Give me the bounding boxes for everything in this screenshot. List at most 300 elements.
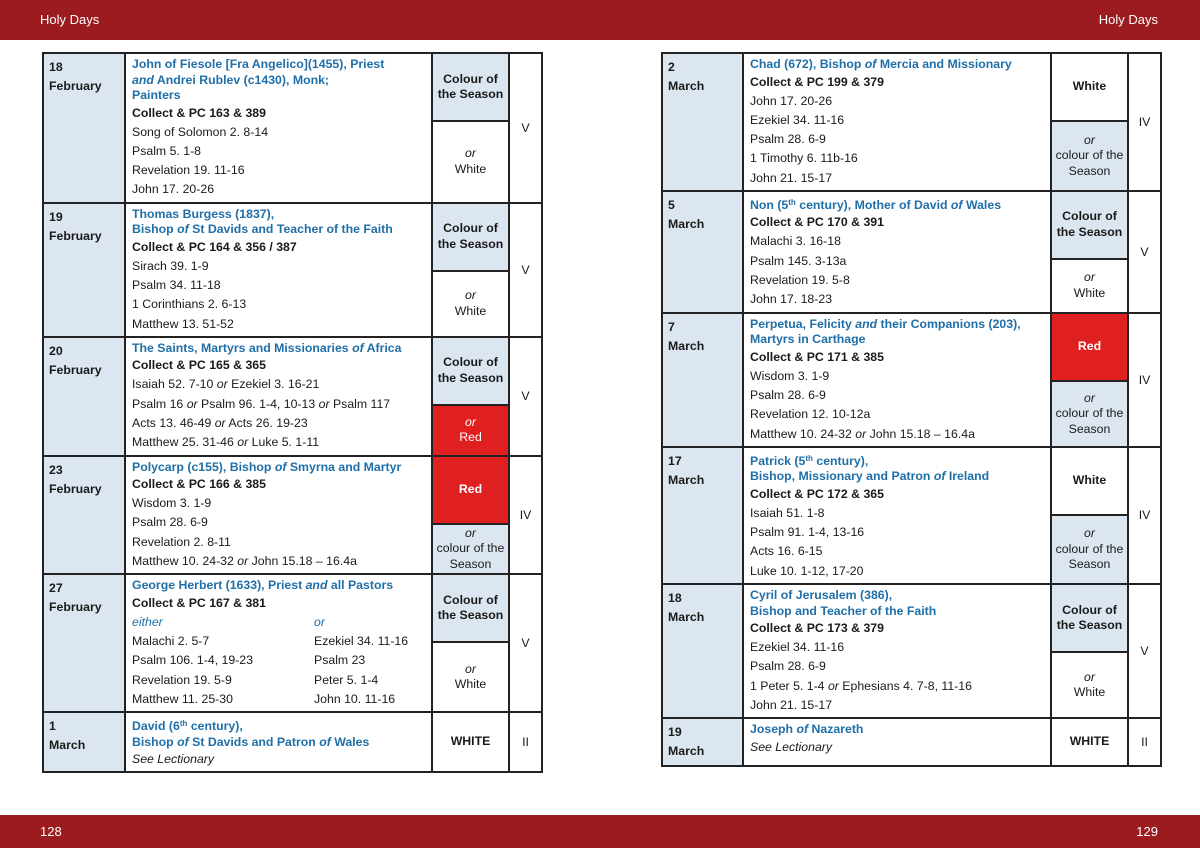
text-segment: Luke 10. 1-12, 17-20 (750, 563, 864, 578)
text-segment: Perpetua, Felicity (750, 316, 856, 331)
text-segment: Acts 26. 19-23 (225, 415, 308, 430)
reading-line (750, 562, 1044, 581)
commemoration-title (750, 469, 1044, 485)
reading-line: Ezekiel 34. 11-16 (314, 634, 409, 649)
commemoration-title (132, 341, 425, 357)
alternative-colour-name: colour of the Season (1055, 541, 1124, 572)
or-label: or (1084, 390, 1095, 405)
alternative-colour (432, 524, 509, 575)
holy-day-row (662, 191, 1161, 259)
primary-colour: Colour of the Season (432, 337, 509, 405)
commemoration-title (750, 57, 1044, 73)
connector-word: of (177, 734, 189, 749)
reading-line (750, 271, 1044, 290)
connector-word: of (796, 722, 809, 737)
connector-word: of (950, 197, 963, 212)
text-segment: Africa (363, 340, 402, 355)
text-segment: Bishop (132, 222, 178, 237)
reading-line (750, 542, 1044, 561)
commemoration-title (132, 735, 425, 751)
reading-line (750, 696, 1044, 715)
text-segment: Isaiah 51. 1-8 (750, 505, 825, 520)
connector-word: or (827, 678, 839, 693)
collect-reference: Collect & PC 171 & 385 (750, 349, 884, 364)
reading-line (750, 405, 1044, 424)
month-name: March (668, 472, 705, 487)
text-segment: Chad (672), Bishop (750, 57, 865, 71)
text-segment: John 15.18 – 16.4a (866, 426, 975, 441)
commemoration-title (132, 57, 425, 73)
text-segment: John of Fiesole [Fra Angelico](1455), Priest (132, 57, 385, 71)
or-label: or (1084, 526, 1095, 541)
readings-cell (125, 574, 432, 712)
reading-line (132, 533, 425, 552)
day-number: 1 (49, 719, 56, 734)
month-name: February (49, 79, 102, 93)
liturgical-colour: WHITE (1051, 718, 1128, 766)
commemoration-title (132, 460, 425, 476)
text-segment: Ephesians 4. 7-8, 11-16 (838, 678, 972, 693)
text-segment: Bishop and Teacher of the Faith (750, 603, 937, 618)
header-bar (0, 0, 1200, 40)
day-number: 19 (49, 209, 63, 224)
reading-line (132, 123, 425, 142)
collect-reference: Collect & PC 167 & 381 (132, 595, 266, 610)
readings-cell (743, 53, 1051, 191)
primary-colour: Colour of the Season (1051, 191, 1128, 259)
text-segment: Painters (132, 88, 181, 102)
text-segment: Wales (330, 734, 370, 749)
date-cell (662, 313, 743, 447)
holy-day-row (662, 53, 1161, 121)
or-label: or (465, 288, 476, 303)
text-segment: Joseph (750, 722, 797, 737)
or-label: or (465, 525, 476, 540)
reading-line: Psalm 106. 1-4, 19-23 (132, 653, 253, 668)
reading-line (750, 92, 1044, 111)
collect-reference: Collect & PC 166 & 385 (132, 477, 266, 492)
readings-cell (125, 712, 432, 772)
connector-word: and (305, 578, 328, 593)
alternative-colour (432, 405, 509, 456)
primary-colour: Colour of the Season (432, 53, 509, 121)
superscript: th (805, 453, 813, 463)
collect-reference: Collect & PC 199 & 379 (750, 74, 884, 89)
date-cell (43, 203, 125, 337)
connector-word: of (352, 340, 364, 355)
holy-day-row (662, 718, 1161, 766)
text-segment: Revelation 19. 11-16 (132, 163, 245, 178)
primary-colour: Colour of the Season (432, 203, 509, 271)
page-number-left: 128 (40, 824, 62, 839)
date-cell (662, 718, 743, 766)
text-segment: Revelation 2. 8-11 (132, 534, 231, 549)
collect-reference: Collect & PC 172 & 365 (750, 486, 884, 501)
readings-cell (743, 313, 1051, 447)
reading-line (750, 169, 1044, 188)
text-segment: St Davids and Patron (188, 734, 320, 749)
text-segment: Psalm 28. 6-9 (750, 659, 826, 674)
readings-cell (743, 718, 1051, 766)
rank-cell: IV (1128, 313, 1161, 447)
day-number: 20 (49, 343, 63, 358)
rank-cell: V (509, 53, 542, 203)
reading-line (132, 395, 425, 414)
reading-line: Psalm 23 (314, 653, 366, 668)
alternative-colour-name: colour of the Season (436, 541, 505, 571)
primary-colour: White (1051, 447, 1128, 515)
text-segment: Bishop (132, 734, 178, 749)
connector-word: and (132, 72, 154, 87)
text-segment: Ireland (945, 469, 990, 484)
connector-word: or (186, 396, 198, 411)
or-label: or (465, 661, 476, 676)
day-number: 18 (668, 591, 682, 606)
reading-line: Peter 5. 1-4 (314, 672, 379, 687)
text-segment: Psalm 96. 1-4, 10-13 (197, 396, 319, 411)
text-segment: 1 Corinthians 2. 6-13 (132, 297, 247, 312)
commemoration-title (750, 722, 1044, 738)
text-segment: Matthew 10. 24-32 (132, 553, 238, 568)
alternative-colour (432, 642, 509, 712)
collect-reference: Collect & PC 173 & 379 (750, 621, 884, 636)
day-number: 5 (668, 197, 675, 212)
reading-line (750, 504, 1044, 523)
reading-line (750, 523, 1044, 542)
text-segment: Psalm 28. 6-9 (132, 515, 208, 530)
primary-colour: Red (1051, 313, 1128, 381)
month-name: March (668, 744, 705, 759)
date-cell (43, 712, 125, 772)
text-segment: John 17. 18-23 (750, 292, 833, 307)
holy-day-row (43, 53, 542, 121)
commemoration-title (750, 451, 1044, 470)
primary-colour: White (1051, 53, 1128, 121)
text-segment: Matthew 13. 51-52 (132, 316, 234, 331)
commemoration-title (132, 73, 425, 89)
page-number-right: 129 (1136, 824, 1158, 839)
text-segment: Ezekiel 34. 11-16 (750, 112, 845, 127)
text-segment: Polycarp (c155), Bishop (132, 459, 275, 474)
reading-line (750, 638, 1044, 657)
reading-line (132, 375, 425, 394)
text-segment: Ezekiel 34. 11-16 (750, 640, 845, 655)
reading-line (132, 494, 425, 513)
primary-colour: Colour of the Season (432, 574, 509, 642)
readings-cell (125, 203, 432, 337)
right-page-table (661, 52, 1160, 767)
left-page-table (42, 52, 541, 773)
month-name: March (49, 738, 86, 753)
superscript: th (788, 197, 796, 207)
text-segment: John 21. 15-17 (750, 170, 833, 185)
rank-cell: V (509, 203, 542, 337)
rank-cell: IV (1128, 53, 1161, 191)
readings-cell (743, 447, 1051, 584)
text-segment: David (6 (132, 719, 180, 734)
reading-line (132, 161, 425, 180)
date-cell (43, 53, 125, 203)
alternative-colour-name: White (454, 161, 487, 176)
text-segment: century), (187, 719, 243, 734)
connector-word: or (237, 435, 249, 450)
reading-line (132, 257, 425, 276)
connector-word: of (177, 222, 189, 237)
alternative-colour (1051, 652, 1128, 718)
reading-line: John 10. 11-16 (314, 691, 396, 706)
day-number: 7 (668, 319, 675, 334)
header-left-title: Holy Days (40, 12, 100, 27)
text-segment: 1 Peter 5. 1-4 (750, 678, 828, 693)
or-label: or (465, 414, 476, 429)
reading-line (750, 252, 1044, 271)
text-segment: Psalm 28. 6-9 (750, 132, 826, 147)
connector-word: of (933, 469, 946, 484)
collect-reference: Collect & PC 163 & 389 (132, 105, 266, 120)
text-segment: John 21. 15-17 (750, 697, 833, 712)
month-name: February (49, 362, 102, 377)
text-segment: Patrick (5 (750, 453, 806, 468)
text-segment: Wales (962, 197, 1002, 212)
connector-word: or (214, 415, 226, 430)
text-segment: Wisdom 3. 1-9 (750, 368, 830, 383)
commemoration-title (132, 578, 425, 594)
text-segment: Psalm 28. 6-9 (750, 387, 826, 402)
text-segment: Thomas Burgess (1837), (132, 206, 275, 221)
reading-line (132, 276, 425, 295)
reading-line (132, 433, 425, 452)
rank-cell: V (509, 574, 542, 712)
text-segment: Ezekiel 3. 16-21 (227, 377, 320, 392)
alternative-colour (1051, 259, 1128, 313)
commemoration-title (750, 604, 1044, 620)
holy-day-row (43, 337, 542, 405)
alternative-colour-name: White (454, 677, 487, 692)
alternative-colour (1051, 381, 1128, 447)
holy-day-row (662, 447, 1161, 515)
reading-line: Malachi 2. 5-7 (132, 634, 210, 649)
reading-line (750, 130, 1044, 149)
month-name: March (668, 216, 705, 231)
rank-cell: V (1128, 584, 1161, 718)
text-segment: John 17. 20-26 (750, 93, 833, 108)
text-segment: Malachi 3. 16-18 (750, 234, 841, 249)
day-number: 27 (49, 581, 63, 596)
alternative-colour-name: White (454, 303, 487, 318)
liturgical-colour: WHITE (432, 712, 509, 772)
holy-day-row (662, 313, 1161, 381)
rank-cell: V (1128, 191, 1161, 313)
primary-colour: Red (432, 456, 509, 524)
text-segment: Psalm 117 (329, 396, 391, 411)
text-segment: Psalm 5. 1-8 (132, 143, 202, 158)
text-segment: Wisdom 3. 1-9 (132, 496, 212, 511)
reading-line: Matthew 11. 25-30 (132, 691, 233, 706)
reading-line (750, 111, 1044, 130)
reading-line (132, 295, 425, 314)
month-name: February (49, 600, 102, 615)
alternative-colour-name: colour of the Season (1055, 148, 1124, 178)
day-number: 2 (668, 60, 675, 74)
month-name: March (668, 338, 705, 353)
date-cell (43, 456, 125, 575)
commemoration-title (750, 588, 1044, 604)
text-segment: Acts 16. 6-15 (750, 544, 823, 559)
day-number: 23 (49, 462, 63, 477)
month-name: February (49, 228, 102, 243)
holy-day-row (43, 203, 542, 271)
text-segment: Luke 5. 1-11 (248, 435, 320, 450)
text-segment: Matthew 25. 31-46 (132, 435, 238, 450)
reading-line (750, 386, 1044, 405)
reading-line (750, 425, 1044, 444)
month-name: February (49, 481, 102, 496)
text-segment: Mercia and Missionary (876, 57, 1012, 71)
text-segment: Song of Solomon 2. 8-14 (132, 124, 269, 139)
collect-reference: Collect & PC 164 & 356 / 387 (132, 239, 297, 254)
rank-cell: II (1128, 718, 1161, 766)
text-segment: Bishop, Missionary and Patron (750, 469, 934, 484)
or-label: or (1084, 270, 1095, 285)
date-cell (662, 447, 743, 584)
text-segment: The Saints, Martyrs and Missionaries (132, 340, 353, 355)
collect-reference: Collect & PC 170 & 391 (750, 215, 884, 230)
alternative-colour-name: White (1073, 285, 1106, 300)
reading-line (750, 677, 1044, 696)
text-segment: Psalm 16 (132, 396, 187, 411)
holy-day-row (43, 456, 542, 524)
rank-cell: IV (1128, 447, 1161, 584)
reading-line (132, 513, 425, 532)
connector-word: or (318, 396, 330, 411)
reading-line (750, 149, 1044, 168)
or-label: or (1084, 132, 1095, 147)
rank-cell: IV (509, 456, 542, 575)
text-segment: St Davids and Teacher of the Faith (188, 222, 393, 237)
alternative-readings (132, 613, 425, 709)
commemoration-title (750, 317, 1044, 333)
collect-reference: Collect & PC 165 & 365 (132, 358, 266, 373)
readings-cell (743, 191, 1051, 313)
date-cell (662, 53, 743, 191)
reading-line (750, 367, 1044, 386)
commemoration-title (132, 222, 425, 238)
holy-day-row (662, 584, 1161, 652)
text-segment: Acts 13. 46-49 (132, 415, 215, 430)
text-segment: Cyril of Jerusalem (386), (750, 588, 893, 603)
text-segment: Psalm 91. 1-4, 13-16 (750, 525, 865, 540)
text-segment: Andrei Rublev (c1430), Monk; (153, 72, 330, 87)
text-segment: Revelation 19. 5-8 (750, 273, 850, 288)
text-segment: Non (5 (750, 197, 789, 212)
day-number: 17 (668, 453, 682, 468)
reading-line: Revelation 19. 5-9 (132, 672, 232, 687)
date-cell (662, 191, 743, 313)
holy-day-row (43, 574, 542, 642)
readings-cell (125, 456, 432, 575)
commemoration-title (132, 207, 425, 223)
date-cell (43, 337, 125, 456)
text-segment: Sirach 39. 1-9 (132, 258, 209, 273)
day-number: 18 (49, 60, 63, 74)
holy-day-row (43, 712, 542, 772)
commemoration-title (750, 332, 1044, 348)
text-segment: John 15.18 – 16.4a (248, 553, 357, 568)
text-segment: century), Mother of David (795, 197, 951, 212)
text-segment: Revelation 12. 10-12a (750, 407, 871, 422)
readings-cell (125, 53, 432, 203)
text-segment: Martyrs in Carthage (750, 332, 866, 347)
text-segment: Smyrna and Martyr (286, 459, 402, 474)
readings-cell (743, 584, 1051, 718)
commemoration-title (132, 716, 425, 735)
reading-line (750, 232, 1044, 251)
connector-word: of (274, 459, 287, 474)
alternative-header: either (132, 614, 163, 629)
see-lectionary-note: See Lectionary (750, 739, 833, 754)
alternative-colour (1051, 515, 1128, 584)
day-number: 19 (668, 725, 682, 740)
connector-word: of (864, 57, 877, 71)
footer-bar (0, 815, 1200, 848)
reading-line (132, 414, 425, 433)
reading-line (132, 142, 425, 161)
month-name: March (668, 79, 705, 93)
commemoration-title (750, 195, 1044, 214)
alternative-colour-name: Red (459, 430, 482, 445)
reading-line (132, 180, 425, 199)
connector-word: of (319, 734, 331, 749)
text-segment: Isaiah 52. 7-10 (132, 377, 217, 392)
or-label: or (1084, 669, 1095, 684)
text-segment: their Companions (203), (877, 316, 1021, 331)
or-label: or (465, 146, 476, 161)
alternative-colour (1051, 121, 1128, 191)
text-segment: all Pastors (327, 578, 394, 593)
text-segment: Psalm 145. 3-13a (750, 253, 847, 268)
rank-cell: V (509, 337, 542, 456)
date-cell (43, 574, 125, 712)
reading-line (132, 315, 425, 334)
alternative-colour-name: colour of the Season (1055, 406, 1124, 436)
alternative-colour (432, 271, 509, 337)
text-segment: George Herbert (1633), Priest (132, 578, 306, 593)
text-segment: Psalm 34. 11-18 (132, 277, 221, 292)
text-segment: Nazareth (808, 722, 864, 737)
superscript: th (179, 719, 188, 729)
alternative-colour (432, 121, 509, 203)
month-name: March (668, 610, 705, 625)
readings-cell (125, 337, 432, 456)
rank-cell: II (509, 712, 542, 772)
connector-word: or (216, 377, 228, 392)
connector-word: or (237, 553, 249, 568)
reading-line (750, 657, 1044, 676)
connector-word: and (855, 316, 878, 331)
alternative-header: or (314, 614, 325, 629)
reading-line (132, 552, 425, 571)
primary-colour: Colour of the Season (1051, 584, 1128, 652)
text-segment: Matthew 10. 24-32 (750, 426, 856, 441)
text-segment: century), (812, 453, 869, 468)
alternative-colour-name: White (1073, 685, 1106, 700)
header-right-title: Holy Days (1098, 12, 1158, 27)
text-segment: John 17. 20-26 (132, 182, 215, 197)
date-cell (662, 584, 743, 718)
see-lectionary-note: See Lectionary (132, 752, 215, 767)
text-segment: 1 Timothy 6. 11b-16 (750, 151, 858, 166)
reading-line (750, 290, 1044, 309)
